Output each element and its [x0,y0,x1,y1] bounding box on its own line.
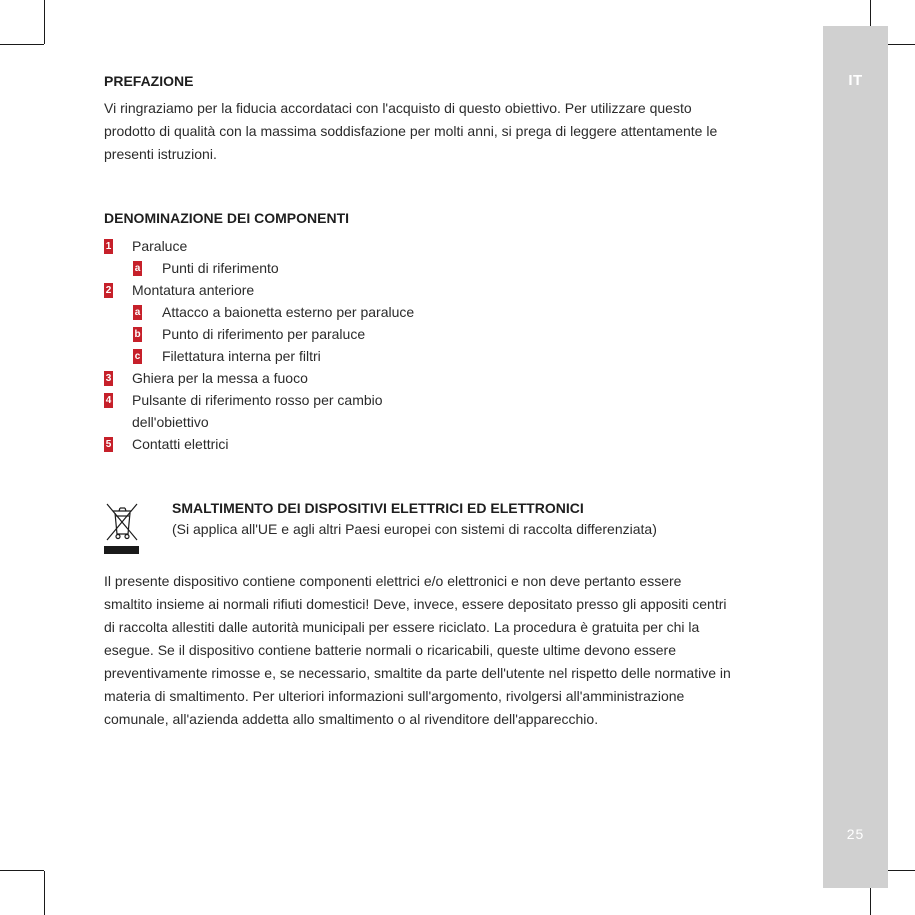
item-label: Punti di riferimento [162,260,279,276]
components-title: DENOMINAZIONE DEI COMPONENTI [104,210,350,226]
preface-line: prodotto di qualità con la massima soddisfazione per molti anni, si prega di leggere attentamente le [104,123,718,139]
item-letter-badge: b [134,329,141,340]
item-number-badge: 4 [105,395,112,406]
item-label: Contatti elettrici [132,436,229,452]
disposal-line: esegue. Se il dispositivo contiene batterie normali o ricaricabili, queste ultime devono essere [104,642,676,658]
disposal-subtitle: (Si applica all'UE e agli altri Paesi europei con sistemi di raccolta differenziata) [172,521,657,537]
disposal-line: di raccolta allestiti dalle autorità municipali per essere riciclato. La procedura è gratuita per chi la [104,619,700,635]
disposal-line: preventivamente rimosse e, se necessario, smaltite da parte dell'utente nel rispetto delle normative in [104,665,731,681]
item-label: Filettatura interna per filtri [162,348,321,364]
item-letter-badge: a [134,263,141,274]
item-number-badge: 5 [105,439,112,450]
disposal-line: materia di smaltimento. Per ulteriori informazioni sull'argomento, rivolgersi all'amministrazione [104,688,685,704]
item-label: Pulsante di riferimento rosso per cambio [132,392,383,408]
crop-mark [44,871,45,915]
disposal-line: Il presente dispositivo contiene componenti elettrici e/o elettronici e non deve pertanto essere [104,573,682,589]
item-number-badge: 1 [105,241,112,252]
item-letter-badge: a [134,307,141,318]
disposal-line: comunale, all'azienda addetta allo smaltimento o al rivenditore dell'apparecchio. [104,711,599,727]
item-label: dell'obiettivo [132,414,209,430]
item-number-badge: 3 [105,373,112,384]
item-label: Attacco a baionetta esterno per paraluce [162,304,415,320]
preface-line: Vi ringraziamo per la fiducia accordataci con l'acquisto di questo obiettivo. Per utilizzare questo [104,100,692,116]
crop-mark [44,0,45,44]
crop-mark [0,870,44,871]
preface-line: presenti istruzioni. [104,146,217,162]
item-label: Ghiera per la messa a fuoco [132,370,308,386]
disposal-title: SMALTIMENTO DEI DISPOSITIVI ELETTRICI ED ELETTRONICI [172,500,584,516]
crossed-out-wheelie-bin-icon [104,501,140,543]
item-label: Montatura anteriore [132,282,255,298]
item-number-badge: 2 [105,285,112,296]
crop-mark [0,44,44,45]
disposal-line: smaltito insieme ai normali rifiuti domestici! Deve, invece, essere depositato presso gli appositi centri [104,596,727,612]
language-tab: IT [848,72,863,89]
preface-title: PREFAZIONE [104,73,194,89]
language-sidebar [823,26,888,888]
item-label: Punto di riferimento per paraluce [162,326,366,342]
item-letter-badge: c [134,351,141,362]
weee-underline-bar [104,546,139,554]
item-label: Paraluce [132,238,188,254]
page-number: 25 [846,826,865,842]
